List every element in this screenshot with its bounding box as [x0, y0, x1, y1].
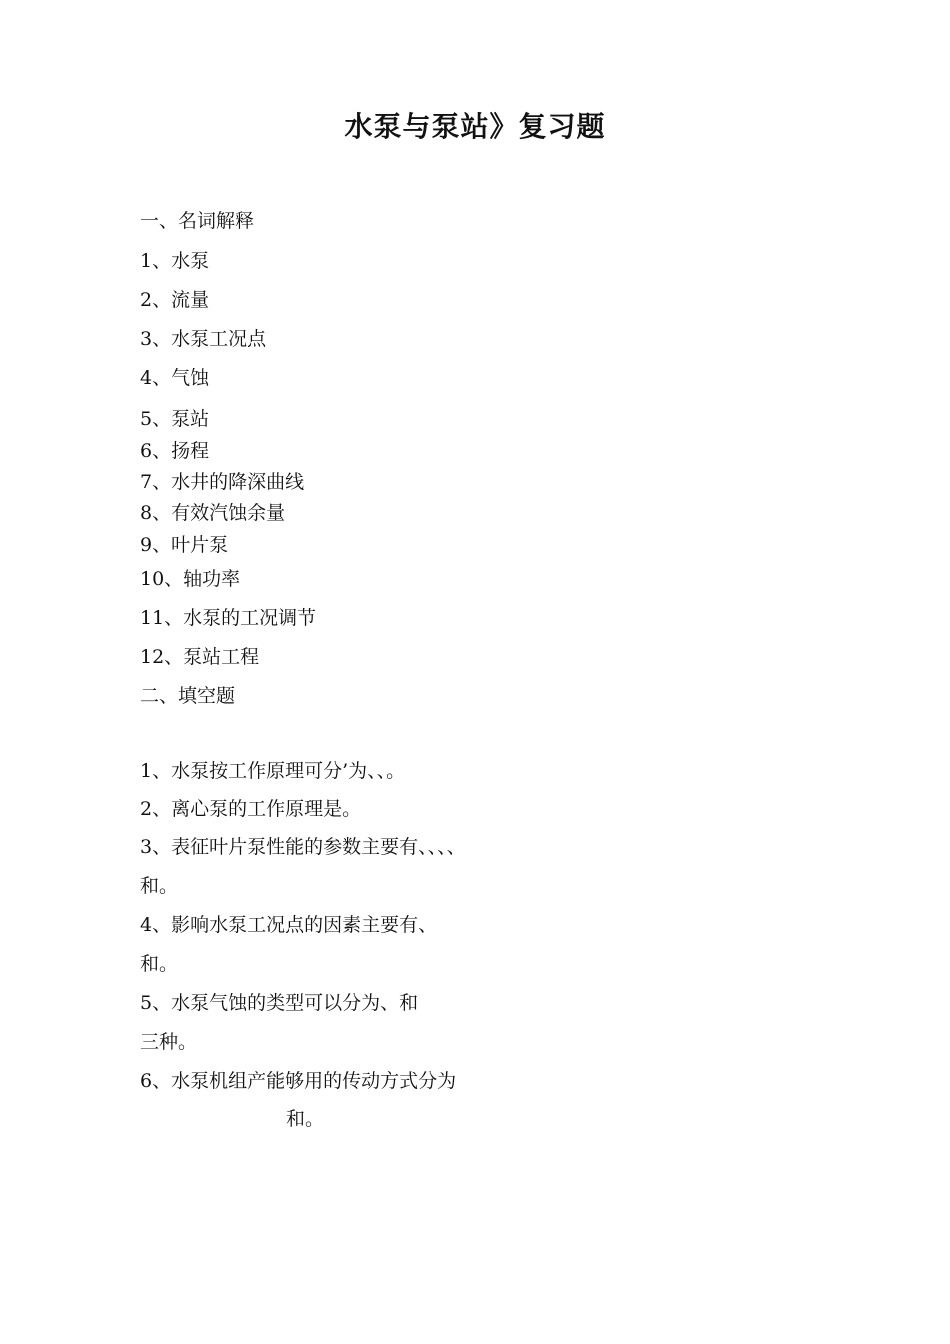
definition-item: 7、水井的降深曲线 [140, 471, 305, 493]
definition-item: 4、气蚀 [140, 367, 210, 389]
fill-blank-line: 5、水泵气蚀的类型可以分为、和 [140, 992, 419, 1014]
definition-item: 2、流量 [140, 289, 210, 311]
fill-blank-line: 4、影响水泵工况点的因素主要有、 [140, 914, 438, 936]
definition-item: 8、有效汽蚀余量 [140, 502, 286, 524]
fill-blank-line: 和。 [140, 953, 179, 975]
definition-item: 9、叶片泵 [140, 534, 229, 556]
fill-blank-line: 和。 [140, 875, 179, 897]
definition-item: 11、水泵的工况调节 [140, 607, 317, 629]
fill-blank-line: 2、离心泵的工作原理是。 [140, 798, 362, 820]
fill-blank-line: 和。 [286, 1108, 325, 1130]
section-heading-fill-blank: 二、填空题 [140, 685, 236, 707]
definition-item: 6、扬程 [140, 440, 210, 462]
fill-blank-line: 6、水泵机组产能够用的传动方式分为 [140, 1070, 457, 1092]
document-title: 水泵与泵站》复习题 [344, 110, 606, 143]
fill-blank-line: 1、水泵按工作原理可分’为、、。 [140, 760, 406, 782]
definition-item: 10、轴功率 [140, 568, 241, 590]
definition-item: 1、水泵 [140, 250, 210, 272]
section-heading-definitions: 一、名词解释 [140, 210, 255, 232]
definition-item: 5、泵站 [140, 408, 210, 430]
fill-blank-line: 3、表征叶片泵性能的参数主要有、、、、 [140, 836, 466, 858]
definition-item: 3、水泵工况点 [140, 328, 267, 350]
definition-item: 12、泵站工程 [140, 646, 260, 668]
fill-blank-line: 三种。 [140, 1031, 198, 1053]
